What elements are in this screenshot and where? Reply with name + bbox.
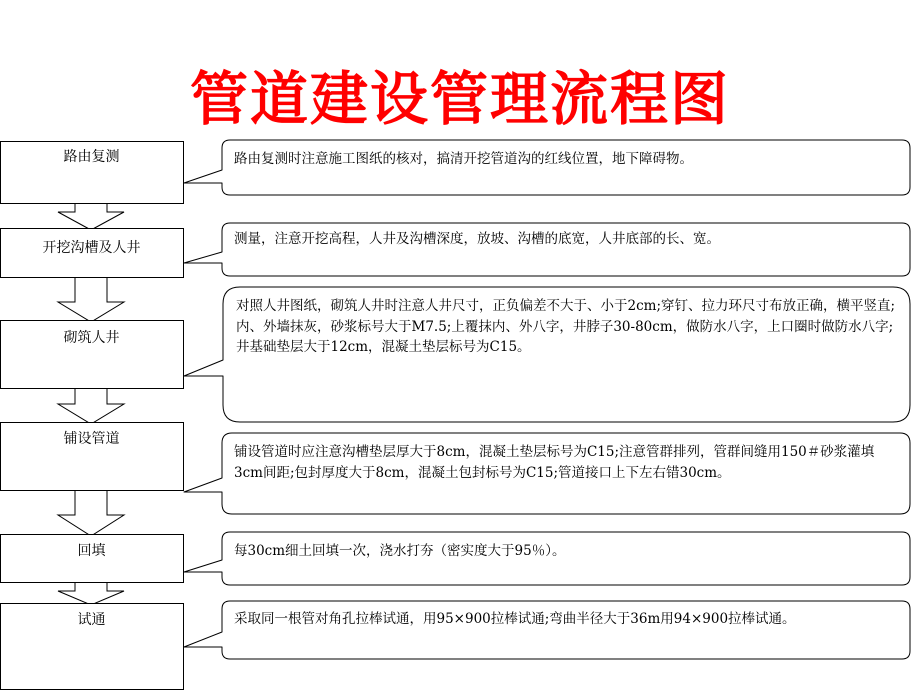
- callouts: [184, 140, 910, 659]
- step-label-survey: 路由复测: [63, 149, 120, 165]
- step-label-excavation: 开挖沟槽及人井: [42, 240, 141, 256]
- note-backfill: 每30cm细土回填一次，浇水打夯（密实度大于95％）。: [234, 543, 566, 559]
- note-pipe-laying: 铺设管道时应注意沟槽垫层厚大于8cm，混凝土垫层标号为C15;注意管群排列，管群间缝用150＃砂浆灌填3cm间距;包封厚度大于8cm，混凝土包封标号为C15;管道接口上下左右错30cm。: [234, 444, 875, 481]
- arrow-down-2: [58, 277, 124, 322]
- arrow-down-1: [58, 203, 124, 230]
- page-title: 管道建设管理流程图: [189, 65, 730, 133]
- arrow-down-5: [58, 582, 124, 605]
- step-label-manhole: 砌筑人井: [63, 330, 120, 346]
- note-manhole: 对照人井图纸，砌筑人井时注意人井尺寸，正负偏差不大于、小于2cm;穿钉、拉力环尺寸布放正确，横平竖直;内、外墙抹灰，砂浆标号大于M7.5;上覆抹内、外八字，井脖子30-80cm，做防水八字，上口圈时做防水八字;井基础垫层大于12cm，混凝土垫层标号为C15。: [236, 298, 896, 355]
- arrow-down-3: [58, 388, 124, 424]
- note-excavation: 测量，注意开挖高程，人井及沟槽深度，放坡、沟槽的底宽，人井底部的长、宽。: [234, 231, 720, 247]
- note-test: 采取同一根管对角孔拉棒试通，用95×900拉棒试通;弯曲半径大于36m用94×900拉棒试通。: [234, 611, 796, 627]
- step-label-test: 试通: [77, 612, 106, 628]
- step-label-backfill: 回填: [77, 543, 106, 559]
- arrow-down-4: [58, 490, 124, 536]
- note-survey: 路由复测时注意施工图纸的核对，搞清开挖管道沟的红线位置，地下障碍物。: [234, 151, 693, 167]
- step-label-pipe-laying: 铺设管道: [63, 431, 120, 447]
